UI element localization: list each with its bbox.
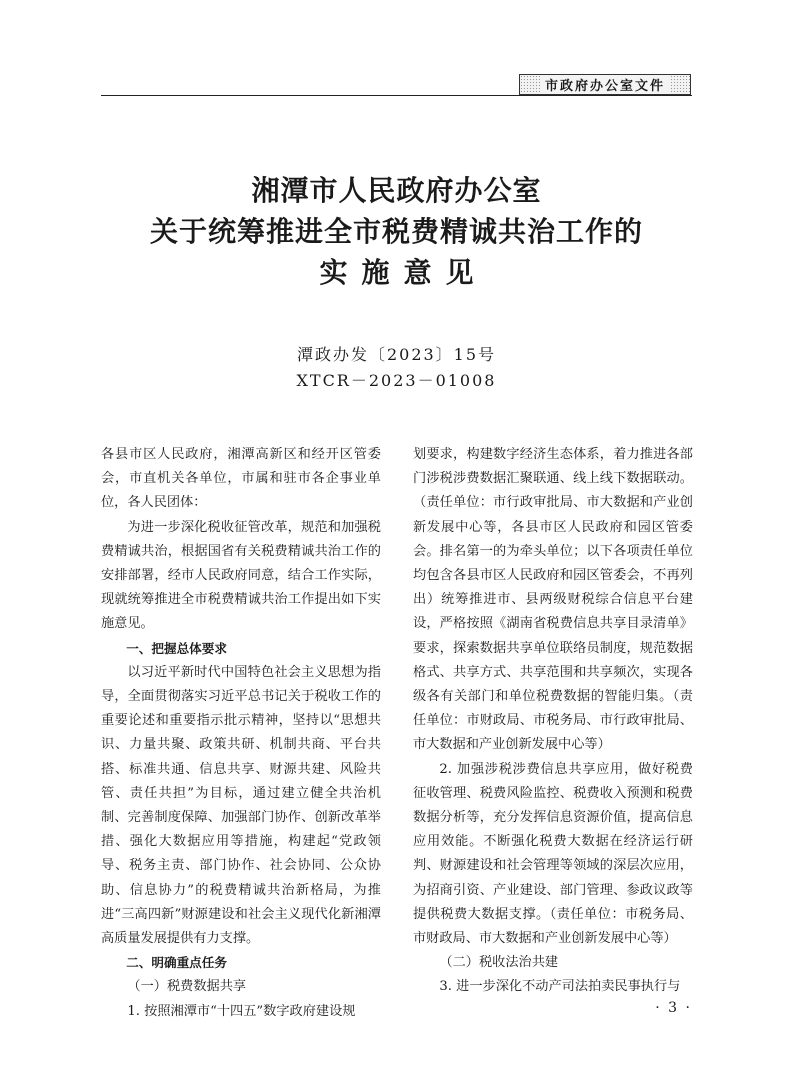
body-paragraph: 3. 进一步深化不动产司法拍卖民事执行与: [439, 979, 681, 995]
document-title: [101, 170, 692, 293]
section-heading-2: 二、明确重点任务: [126, 955, 227, 971]
section-heading-1: 一、把握总体要求: [126, 640, 227, 656]
document-number: [101, 342, 692, 394]
title-line-2: 关于统筹推进全市税费精诚共治工作的: [149, 215, 643, 248]
title-line-3: 实施意见: [319, 256, 488, 289]
document-category-badge: [519, 74, 691, 95]
body-paragraph: 2. 加强涉税涉费信息共享应用，做好税费征收管理、税费风险监控、税费收入预测和税费数据分析等，充分发挥信息资源价值，提高信息应用效能。不断强化税费大数据在经济运行研判、财源建设和社会管理等领域的深层次应用，为招商引资、产业建设、部门管理、参政议政等提供税费大数据支撑。（责任单位：市税务局、市财政局、市大数据和产业创新发展中心等）: [413, 761, 693, 947]
document-number-line-1: 潭政办发〔2023〕15号: [296, 345, 497, 364]
subsection-heading-1: （一）税费数据共享: [127, 979, 247, 995]
header-rule: [101, 95, 692, 96]
body-paragraph: 以习近平新时代中国特色社会主义思想为指导，全面贯彻落实习近平总书记关于税收工作的重要论述和重要指示批示精神，坚持以“思想共识、力量共聚、政策共研、机制共商、平台共搭、标准共通、信息共享、财源共建、风险共管、责任共担”为目标，通过建立健全共治机制、完善制度保障、加强部门协作、创新改革举措、强化大数据应用等措施，构建起“党政领导、税务主责、部门协作、社会协同、公众协助、信息协力”的税费精诚共治新格局，为推进“三高四新”财源建设和社会主义现代化新湘潭高质量发展提供有力支撑。: [101, 664, 381, 947]
intro-paragraph: 为进一步深化税收征管改革，规范和加强税费精诚共治，根据国省有关税费精诚共治工作的安排部署，经市人民政府同意，结合工作实际，现就统筹推进全市税费精诚共治工作提出如下实施意见。: [101, 519, 381, 632]
addressee-paragraph: 各县市区人民政府，湘潭高新区和经开区管委会，市直机关各单位，市属和驻市各企事业单位，各人民团体：: [101, 447, 381, 511]
subsection-heading-2: （二）税收法治共建: [439, 955, 559, 971]
body-paragraph: 划要求，构建数字经济生态体系，着力推进各部门涉税涉费数据汇聚联通、线上线下数据联动。（责任单位：市行政审批局、市大数据和产业创新发展中心等，各县市区人民政府和园区管委会。排名第一的为牵头单位；以下各项责任单位均包含各县市区人民政府和园区管委会，不再列出）统筹推进市、县两级财税综合信息平台建设，严格按照《湖南省税费信息共享目录清单》要求，探索数据共享单位联络员制度，规范数据格式、共享方式、共享范围和共享频次，实现各级各有关部门和单位税费数据的智能归集。（责任单位：市财政局、市税务局、市行政审批局、市大数据和产业创新发展中心等）: [413, 447, 693, 753]
page-number: · 3 ·: [655, 1000, 692, 1016]
body-column-left: [101, 443, 381, 1024]
body-column-right: [413, 443, 693, 1000]
document-number-line-2: XTCR－2023－01008: [296, 371, 497, 390]
badge-label: 市政府办公室文件: [541, 75, 669, 94]
body-paragraph: 1. 按照湘潭市“十四五”数字政府建设规: [127, 1003, 356, 1019]
title-line-1: 湘潭市人民政府办公室: [251, 174, 542, 207]
